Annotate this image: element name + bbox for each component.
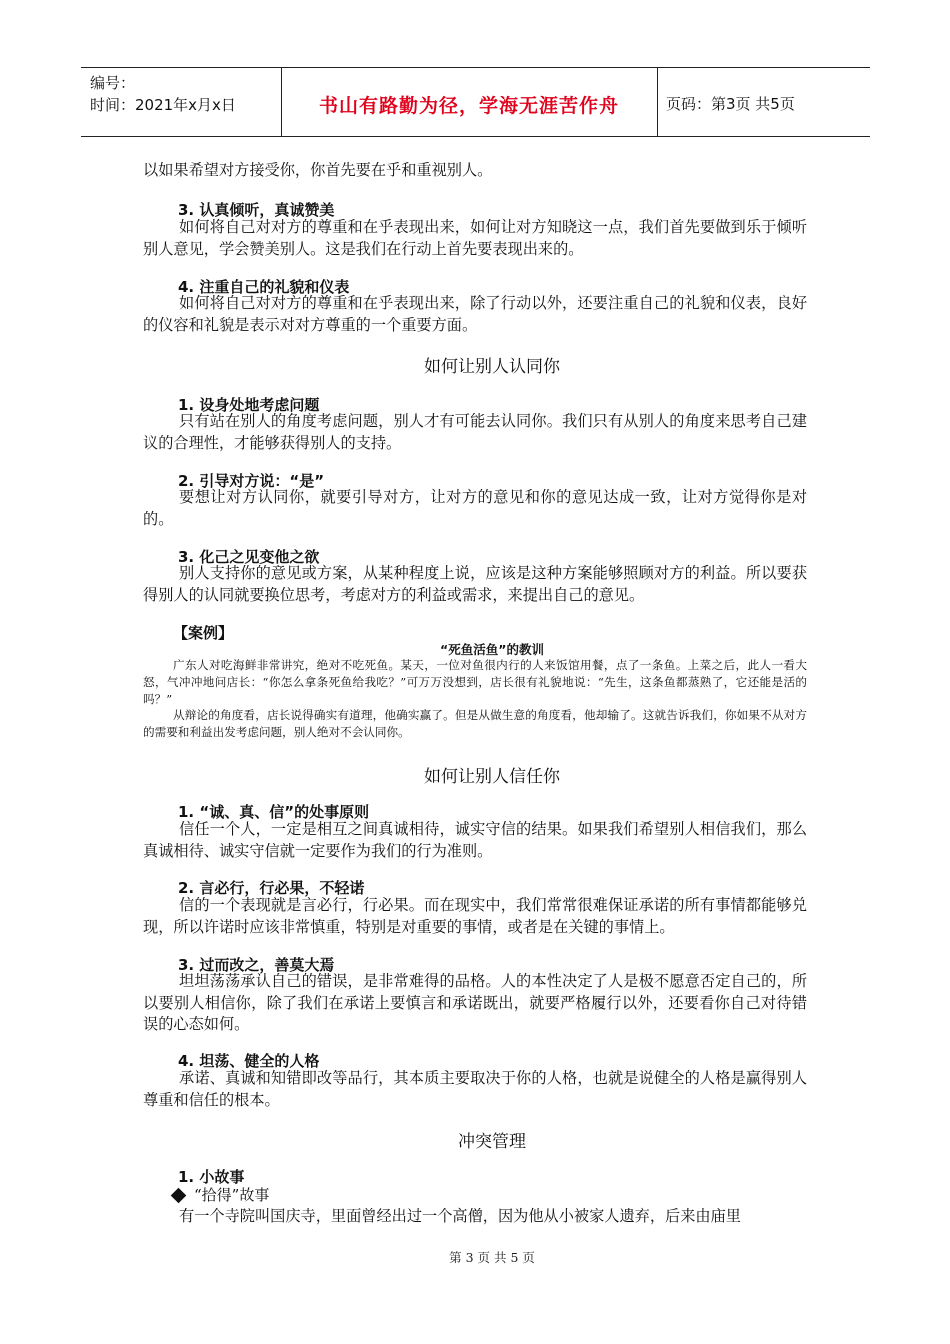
para-correct-mistakes: 坦坦荡荡承认自己的错误，是非常难得的品格。人的本性决定了人是极不愿意否定自己的，所以要别人相信你，除了我们在承诺上要慎言和承诺既出，就要严格履行以外，还要看你自己对待错误的心态如何。 <box>143 972 807 1033</box>
header-date: 时间：2021年x月x日 <box>90 96 236 114</box>
heading-empathy: 1. 设身处地考虑问题 <box>178 396 320 414</box>
heading-listen-praise: 3. 认真倾听，真诚赞美 <box>178 201 335 219</box>
story-bullet <box>173 1184 269 1205</box>
page-header <box>81 67 870 137</box>
story-bullet-text: “拾得”故事 <box>194 1186 270 1204</box>
case-label: 【案例】 <box>173 624 234 642</box>
para-their-desire: 别人支持你的意见或方案，从某种程度上说，应该是这种方案能够照顾对方的利益。所以要获得别人的认同就要换位思考，考虑对方的利益或需求，来提出自己的意见。 <box>143 564 807 604</box>
heading-guide-yes: 2. 引导对方说：“是” <box>178 472 325 490</box>
page-footer: 第 3 页 共 5 页 <box>449 1250 535 1265</box>
heading-their-desire: 3. 化己之见变他之欲 <box>178 548 320 566</box>
header-number: 编号： <box>90 74 136 92</box>
header-page-number: 页码：第3页 共5页 <box>666 95 795 113</box>
heading-short-story: 1. 小故事 <box>178 1168 245 1186</box>
para-manners: 如何将自己对对方的尊重和在乎表现出来，除了行动以外，还要注重自己的礼貌和仪表，良好的仪容和礼貌是表示对对方尊重的一个重要方面。 <box>143 294 807 334</box>
intro-text: 以如果希望对方接受你，你首先要在乎和重视别人。 <box>143 161 493 179</box>
diamond-bullet-icon <box>171 1188 187 1204</box>
para-guide-yes: 要想让对方认同你，就要引导对方，让对方的意见和你的意见达成一致，让对方觉得你是对的。 <box>143 488 807 528</box>
case-paragraph-2: 从辩论的角度看，店长说得确实有道理，他确实赢了。但是从做生意的角度看，他却输了。这就告诉我们，你如果不从对方的需要和利益出发考虑问题，别人绝对不会认同你。 <box>143 708 807 739</box>
header-divider <box>657 68 658 136</box>
case-paragraph-1: 广东人对吃海鲜非常讲究，绝对不吃死鱼。某天，一位对鱼很内行的人来饭馆用餐，点了一条鱼。上菜之后，此人一看大怒，气冲冲地问店长：“你怎么拿条死鱼给我吃？”可万万没想到，店长很有礼貌地说：“先生，这条鱼都蒸熟了，它还能是活的吗？” <box>143 658 807 706</box>
case-title: “死鱼活鱼”的教训 <box>440 642 544 657</box>
para-listen-praise: 如何将自己对对方的尊重和在乎表现出来，如何让对方知晓这一点，我们首先要做到乐于倾听别人意见，学会赞美别人。这是我们在行动上首先要表现出来的。 <box>143 218 807 258</box>
section-title-conflict: 冲突管理 <box>458 1132 526 1152</box>
section-title-recognize: 如何让别人认同你 <box>424 357 560 377</box>
section-title-trust: 如何让别人信任你 <box>424 767 560 787</box>
heading-sound-character: 4. 坦荡、健全的人格 <box>178 1052 320 1070</box>
para-honesty-principle: 信任一个人，一定是相互之间真诚相待，诚实守信的结果。如果我们希望别人相信我们，那么真诚相待、诚实守信就一定要作为我们的行为准则。 <box>143 820 807 860</box>
heading-manners: 4. 注重自己的礼貌和仪表 <box>178 278 350 296</box>
para-empathy: 只有站在别人的角度考虑问题，别人才有可能去认同你。我们只有从别人的角度来思考自己建议的合理性，才能够获得别人的支持。 <box>143 412 807 452</box>
para-keep-promise: 信的一个表现就是言必行，行必果。而在现实中，我们常常很难保证承诺的所有事情都能够兑现，所以许诺时应该非常慎重，特别是对重要的事情，或者是在关键的事情上。 <box>143 896 807 936</box>
para-story: 有一个寺院叫国庆寺，里面曾经出过一个高僧，因为他从小被家人遗弃，后来由庙里 <box>179 1207 741 1225</box>
header-meta <box>90 72 236 116</box>
header-motto: 书山有路勤为径，学海无涯苦作舟 <box>318 95 619 117</box>
heading-correct-mistakes: 3. 过而改之，善莫大焉 <box>178 956 335 974</box>
heading-keep-promise: 2. 言必行，行必果，不轻诺 <box>178 879 365 897</box>
heading-honesty-principle: 1. “诚、真、信”的处事原则 <box>178 803 370 821</box>
para-sound-character: 承诺、真诚和知错即改等品行，其本质主要取决于你的人格，也就是说健全的人格是赢得别人尊重和信任的根本。 <box>143 1069 807 1109</box>
